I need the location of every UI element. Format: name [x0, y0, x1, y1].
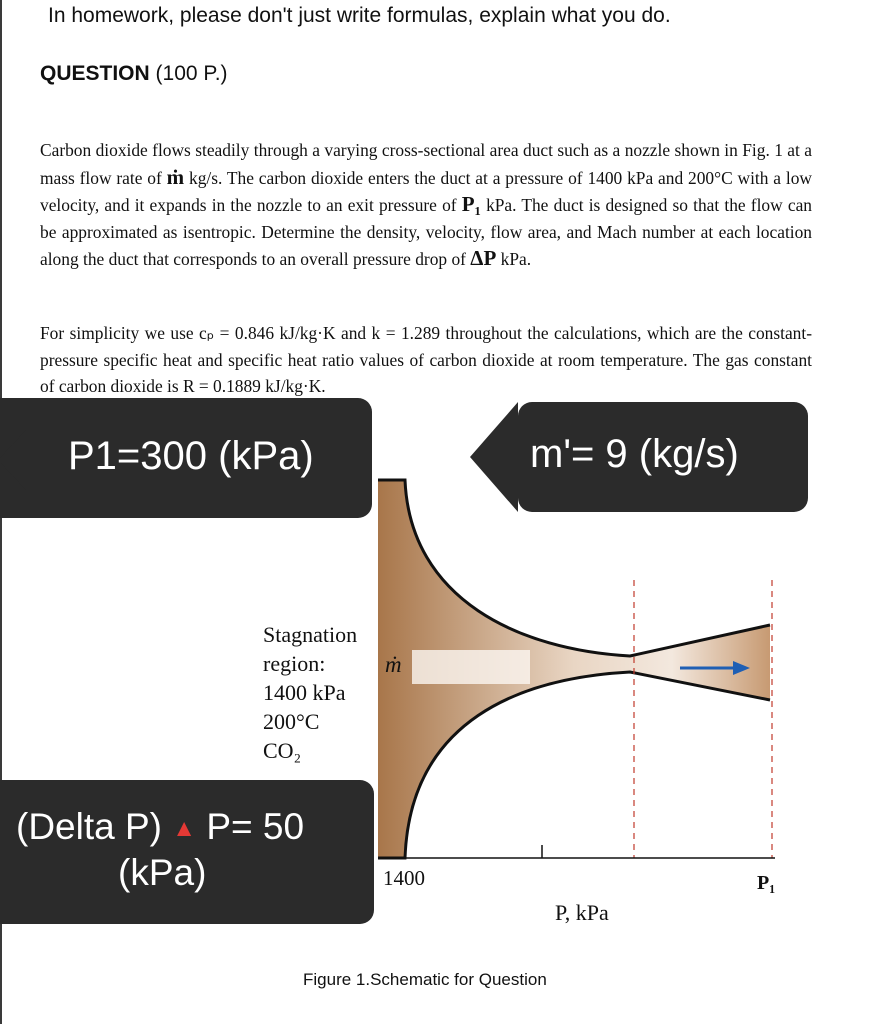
stagnation-line: region: [263, 651, 326, 676]
overlay-pointer [0, 430, 26, 490]
problem-text-1: Carbon dioxide flows steadily through a varying cross-sectional area duct such as a nozzle shown in Fig. 1 at a mass flow rate of [40, 140, 812, 188]
delta-triangle-icon: ▲ [172, 815, 197, 843]
properties-paragraph: For simplicity we use cₚ = 0.846 kJ/kg·K and k = 1.289 throughout the calculations, which are the constant-pressure specific heat and specific heat ratio values of carbon dioxide at room temperature. The gas constant of carbon dioxide is R = 0.1889 kJ/kg·K. [40, 323, 812, 396]
question-label: QUESTION [40, 62, 150, 85]
axis-tick-label-p1: P₁ [757, 872, 776, 894]
pressure-axis-label: P, kPa [555, 900, 609, 925]
delta-p-unit: (kPa) [118, 852, 207, 893]
delta-p-value: P= 50 [206, 806, 305, 847]
mass-flow-overlay [518, 402, 808, 512]
homework-instruction: In homework, please don't just write formulas, explain what you do. [48, 4, 671, 27]
p1-value-overlay [0, 398, 372, 518]
overlay-pointer [470, 402, 518, 512]
exit-pressure-symbol: P₁ [461, 192, 481, 216]
p1-value-text: P1=300 (kPa) [68, 434, 314, 478]
delta-p-overlay [0, 780, 374, 924]
question-points: (100 P.) [155, 62, 228, 85]
delta-p-line-1 [16, 806, 304, 848]
figure-caption: Figure 1.Schematic for Question [303, 970, 547, 989]
pressure-drop-symbol: ΔP [470, 246, 497, 270]
stagnation-line: 1400 kPa [263, 680, 346, 705]
mass-flow-value-text: m'= 9 (kg/s) [530, 432, 739, 476]
axis-tick-label-1400: 1400 [383, 866, 425, 890]
mass-flow-figure-label: ṁ [385, 652, 402, 677]
problem-text-4: kPa. [496, 249, 532, 269]
stagnation-line: CO₂ [263, 738, 302, 763]
stagnation-region-label [263, 620, 357, 765]
delta-p-text: (Delta P) [16, 806, 162, 847]
mass-flow-symbol: ṁ [166, 164, 185, 189]
problem-text-2: kg/s. The carbon dioxide enters the duct at a pressure of 1400 kPa and 200°C with a low velocity, and it expands in the nozzle to an exit pressure of [40, 167, 812, 215]
stagnation-line: Stagnation [263, 622, 358, 647]
flow-highlight-band [412, 650, 530, 684]
stagnation-line: 200°C [263, 709, 320, 734]
problem-text-3: kPa. The duct is designed so that the flow can be approximated as isentropic. Determine the density, velocity, flow area, and Mach number at each location along the duct that corresponds to an overall pressure drop of [40, 195, 812, 269]
